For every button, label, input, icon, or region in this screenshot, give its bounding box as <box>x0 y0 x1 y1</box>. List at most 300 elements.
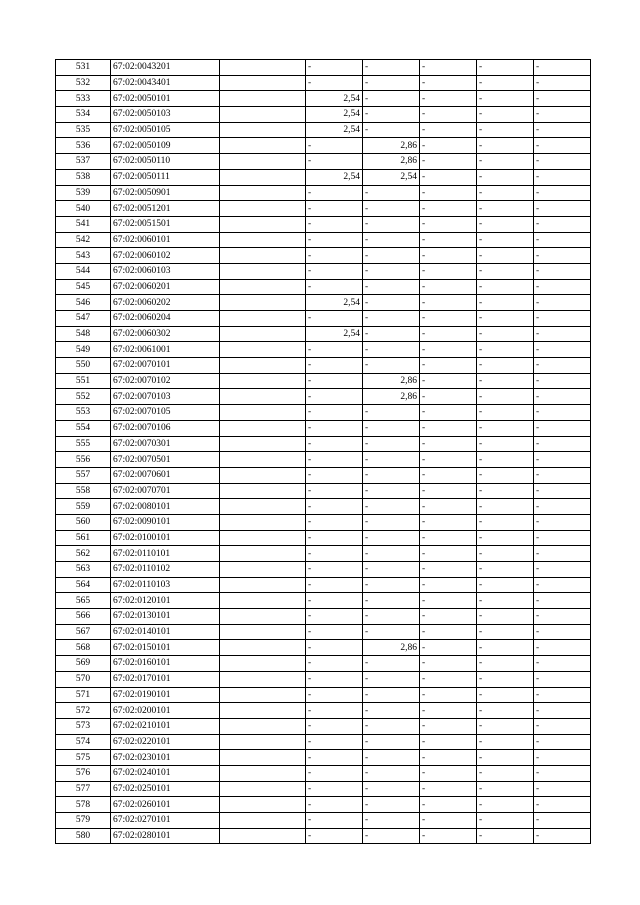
value-cell-5: - <box>534 389 591 405</box>
row-number-cell: 578 <box>56 797 111 813</box>
value-cell-1: - <box>306 687 363 703</box>
cadastral-code-cell: 67:02:0110102 <box>111 562 220 578</box>
value-cell-5: - <box>534 60 591 76</box>
value-cell-3: - <box>420 154 477 170</box>
value-cell-4: - <box>477 562 534 578</box>
table-row <box>56 342 591 358</box>
value-cell-2: - <box>363 656 420 672</box>
table-row <box>56 750 591 766</box>
value-cell-2: - <box>363 232 420 248</box>
empty-cell <box>220 734 306 750</box>
value-cell-4: - <box>477 640 534 656</box>
value-cell-4: - <box>477 389 534 405</box>
value-cell-2: - <box>363 452 420 468</box>
value-cell-5: - <box>534 467 591 483</box>
value-cell-1: - <box>306 201 363 217</box>
cadastral-code-cell: 67:02:0120101 <box>111 593 220 609</box>
value-cell-2: - <box>363 75 420 91</box>
cadastral-code-cell: 67:02:0070601 <box>111 467 220 483</box>
row-number-cell: 574 <box>56 734 111 750</box>
empty-cell <box>220 420 306 436</box>
table-row <box>56 138 591 154</box>
table-row <box>56 75 591 91</box>
value-cell-2: - <box>363 436 420 452</box>
value-cell-5: - <box>534 640 591 656</box>
value-cell-5: - <box>534 405 591 421</box>
value-cell-2: - <box>363 248 420 264</box>
value-cell-2: - <box>363 326 420 342</box>
row-number-cell: 551 <box>56 373 111 389</box>
value-cell-5: - <box>534 201 591 217</box>
empty-cell <box>220 797 306 813</box>
value-cell-2: - <box>363 60 420 76</box>
row-number-cell: 564 <box>56 577 111 593</box>
value-cell-1: - <box>306 420 363 436</box>
value-cell-1: - <box>306 750 363 766</box>
row-number-cell: 562 <box>56 546 111 562</box>
cadastral-code-cell: 67:02:0043401 <box>111 75 220 91</box>
value-cell-3: - <box>420 311 477 327</box>
value-cell-5: - <box>534 797 591 813</box>
empty-cell <box>220 703 306 719</box>
empty-cell <box>220 326 306 342</box>
empty-cell <box>220 169 306 185</box>
value-cell-3: - <box>420 609 477 625</box>
value-cell-2: - <box>363 279 420 295</box>
cadastral-code-cell: 67:02:0160101 <box>111 656 220 672</box>
value-cell-5: - <box>534 813 591 829</box>
value-cell-5: - <box>534 734 591 750</box>
empty-cell <box>220 656 306 672</box>
empty-cell <box>220 279 306 295</box>
empty-cell <box>220 499 306 515</box>
cadastral-code-cell: 67:02:0060103 <box>111 263 220 279</box>
cadastral-code-cell: 67:02:0250101 <box>111 781 220 797</box>
table-row <box>56 232 591 248</box>
cadastral-code-cell: 67:02:0270101 <box>111 813 220 829</box>
value-cell-5: - <box>534 765 591 781</box>
row-number-cell: 533 <box>56 91 111 107</box>
empty-cell <box>220 75 306 91</box>
value-cell-5: - <box>534 342 591 358</box>
value-cell-4: - <box>477 75 534 91</box>
value-cell-5: - <box>534 609 591 625</box>
row-number-cell: 558 <box>56 483 111 499</box>
value-cell-1: - <box>306 499 363 515</box>
value-cell-2: - <box>363 263 420 279</box>
row-number-cell: 569 <box>56 656 111 672</box>
row-number-cell: 542 <box>56 232 111 248</box>
empty-cell <box>220 263 306 279</box>
table-row <box>56 154 591 170</box>
value-cell-4: - <box>477 326 534 342</box>
row-number-cell: 545 <box>56 279 111 295</box>
value-cell-5: - <box>534 358 591 374</box>
cadastral-code-cell: 67:02:0210101 <box>111 718 220 734</box>
value-cell-4: - <box>477 232 534 248</box>
value-cell-4: - <box>477 671 534 687</box>
empty-cell <box>220 750 306 766</box>
empty-cell <box>220 373 306 389</box>
empty-cell <box>220 609 306 625</box>
value-cell-4: - <box>477 687 534 703</box>
value-cell-2: - <box>363 405 420 421</box>
value-cell-3: - <box>420 656 477 672</box>
table-row <box>56 389 591 405</box>
cadastral-code-cell: 67:02:0200101 <box>111 703 220 719</box>
empty-cell <box>220 60 306 76</box>
value-cell-1: - <box>306 279 363 295</box>
cadastral-code-cell: 67:02:0050109 <box>111 138 220 154</box>
table-row <box>56 797 591 813</box>
row-number-cell: 565 <box>56 593 111 609</box>
empty-cell <box>220 530 306 546</box>
cadastral-code-cell: 67:02:0240101 <box>111 765 220 781</box>
value-cell-3: - <box>420 718 477 734</box>
value-cell-4: - <box>477 750 534 766</box>
value-cell-1: - <box>306 640 363 656</box>
value-cell-1: - <box>306 75 363 91</box>
value-cell-1: - <box>306 452 363 468</box>
value-cell-5: - <box>534 326 591 342</box>
table-row <box>56 640 591 656</box>
value-cell-3: - <box>420 169 477 185</box>
cadastral-code-cell: 67:02:0230101 <box>111 750 220 766</box>
empty-cell <box>220 232 306 248</box>
value-cell-1: - <box>306 765 363 781</box>
empty-cell <box>220 311 306 327</box>
row-number-cell: 570 <box>56 671 111 687</box>
value-cell-1: 2,54 <box>306 122 363 138</box>
value-cell-2: - <box>363 107 420 123</box>
value-cell-2: 2,86 <box>363 154 420 170</box>
table-row <box>56 436 591 452</box>
value-cell-5: - <box>534 154 591 170</box>
table-row <box>56 828 591 844</box>
value-cell-5: - <box>534 530 591 546</box>
value-cell-2: - <box>363 813 420 829</box>
value-cell-2: - <box>363 828 420 844</box>
value-cell-4: - <box>477 154 534 170</box>
value-cell-3: - <box>420 483 477 499</box>
cadastral-code-cell: 67:02:0260101 <box>111 797 220 813</box>
value-cell-1: - <box>306 185 363 201</box>
value-cell-3: - <box>420 577 477 593</box>
cadastral-code-cell: 67:02:0050105 <box>111 122 220 138</box>
value-cell-3: - <box>420 342 477 358</box>
value-cell-2: - <box>363 91 420 107</box>
row-number-cell: 540 <box>56 201 111 217</box>
value-cell-4: - <box>477 577 534 593</box>
value-cell-1: - <box>306 656 363 672</box>
empty-cell <box>220 718 306 734</box>
value-cell-2: 2,86 <box>363 389 420 405</box>
value-cell-5: - <box>534 828 591 844</box>
value-cell-4: - <box>477 828 534 844</box>
value-cell-1: - <box>306 593 363 609</box>
value-cell-2: - <box>363 750 420 766</box>
value-cell-5: - <box>534 593 591 609</box>
cadastral-code-cell: 67:02:0050901 <box>111 185 220 201</box>
value-cell-2: - <box>363 734 420 750</box>
value-cell-2: - <box>363 185 420 201</box>
cadastral-code-cell: 67:02:0060102 <box>111 248 220 264</box>
value-cell-5: - <box>534 483 591 499</box>
value-cell-2: - <box>363 122 420 138</box>
value-cell-2: - <box>363 201 420 217</box>
cadastral-code-cell: 67:02:0060101 <box>111 232 220 248</box>
value-cell-3: - <box>420 185 477 201</box>
value-cell-3: - <box>420 420 477 436</box>
value-cell-1: 2,54 <box>306 295 363 311</box>
table-row <box>56 358 591 374</box>
value-cell-1: - <box>306 530 363 546</box>
cadastral-code-cell: 67:02:0140101 <box>111 624 220 640</box>
value-cell-3: - <box>420 765 477 781</box>
table-row <box>56 201 591 217</box>
value-cell-5: - <box>534 107 591 123</box>
table-row <box>56 687 591 703</box>
value-cell-2: - <box>363 797 420 813</box>
value-cell-1: - <box>306 797 363 813</box>
value-cell-3: - <box>420 107 477 123</box>
value-cell-1: - <box>306 828 363 844</box>
cadastral-code-cell: 67:02:0080101 <box>111 499 220 515</box>
row-number-cell: 575 <box>56 750 111 766</box>
row-number-cell: 555 <box>56 436 111 452</box>
value-cell-1: 2,54 <box>306 107 363 123</box>
row-number-cell: 536 <box>56 138 111 154</box>
value-cell-3: - <box>420 358 477 374</box>
value-cell-4: - <box>477 593 534 609</box>
table-row <box>56 483 591 499</box>
value-cell-4: - <box>477 91 534 107</box>
value-cell-3: - <box>420 279 477 295</box>
table-row <box>56 546 591 562</box>
cadastral-code-cell: 67:02:0060201 <box>111 279 220 295</box>
value-cell-3: - <box>420 216 477 232</box>
value-cell-1: - <box>306 389 363 405</box>
empty-cell <box>220 483 306 499</box>
table-row <box>56 169 591 185</box>
value-cell-3: - <box>420 436 477 452</box>
value-cell-2: - <box>363 499 420 515</box>
cadastral-code-cell: 67:02:0050110 <box>111 154 220 170</box>
value-cell-2: - <box>363 420 420 436</box>
value-cell-1: 2,54 <box>306 169 363 185</box>
table-row <box>56 91 591 107</box>
value-cell-4: - <box>477 405 534 421</box>
value-cell-3: - <box>420 326 477 342</box>
value-cell-5: - <box>534 750 591 766</box>
empty-cell <box>220 405 306 421</box>
value-cell-5: - <box>534 138 591 154</box>
row-number-cell: 576 <box>56 765 111 781</box>
empty-cell <box>220 828 306 844</box>
row-number-cell: 538 <box>56 169 111 185</box>
empty-cell <box>220 122 306 138</box>
value-cell-1: - <box>306 514 363 530</box>
row-number-cell: 546 <box>56 295 111 311</box>
value-cell-3: - <box>420 828 477 844</box>
value-cell-5: - <box>534 91 591 107</box>
row-number-cell: 571 <box>56 687 111 703</box>
row-number-cell: 577 <box>56 781 111 797</box>
value-cell-2: - <box>363 593 420 609</box>
value-cell-4: - <box>477 201 534 217</box>
value-cell-3: - <box>420 797 477 813</box>
value-cell-2: - <box>363 530 420 546</box>
row-number-cell: 554 <box>56 420 111 436</box>
empty-cell <box>220 185 306 201</box>
empty-cell <box>220 295 306 311</box>
value-cell-5: - <box>534 373 591 389</box>
cadastral-code-cell: 67:02:0051501 <box>111 216 220 232</box>
table-row <box>56 216 591 232</box>
table-row <box>56 624 591 640</box>
value-cell-2: - <box>363 781 420 797</box>
value-cell-4: - <box>477 813 534 829</box>
value-cell-4: - <box>477 452 534 468</box>
row-number-cell: 550 <box>56 358 111 374</box>
value-cell-3: - <box>420 91 477 107</box>
value-cell-3: - <box>420 122 477 138</box>
value-cell-4: - <box>477 295 534 311</box>
value-cell-2: - <box>363 624 420 640</box>
value-cell-3: - <box>420 546 477 562</box>
value-cell-3: - <box>420 703 477 719</box>
value-cell-1: - <box>306 373 363 389</box>
value-cell-1: - <box>306 577 363 593</box>
value-cell-3: - <box>420 467 477 483</box>
table-row <box>56 185 591 201</box>
value-cell-4: - <box>477 546 534 562</box>
table-row <box>56 734 591 750</box>
value-cell-4: - <box>477 703 534 719</box>
cadastral-code-cell: 67:02:0060202 <box>111 295 220 311</box>
value-cell-5: - <box>534 232 591 248</box>
cadastral-code-cell: 67:02:0070106 <box>111 420 220 436</box>
empty-cell <box>220 562 306 578</box>
value-cell-3: - <box>420 295 477 311</box>
value-cell-2: - <box>363 562 420 578</box>
table-row <box>56 107 591 123</box>
value-cell-1: - <box>306 483 363 499</box>
value-cell-3: - <box>420 750 477 766</box>
value-cell-2: - <box>363 342 420 358</box>
value-cell-2: - <box>363 467 420 483</box>
value-cell-4: - <box>477 656 534 672</box>
value-cell-5: - <box>534 216 591 232</box>
value-cell-1: 2,54 <box>306 91 363 107</box>
table-row <box>56 248 591 264</box>
value-cell-5: - <box>534 718 591 734</box>
value-cell-5: - <box>534 436 591 452</box>
row-number-cell: 532 <box>56 75 111 91</box>
value-cell-4: - <box>477 467 534 483</box>
empty-cell <box>220 91 306 107</box>
table-row <box>56 609 591 625</box>
value-cell-3: - <box>420 562 477 578</box>
value-cell-5: - <box>534 169 591 185</box>
row-number-cell: 537 <box>56 154 111 170</box>
cadastral-code-cell: 67:02:0050103 <box>111 107 220 123</box>
empty-cell <box>220 813 306 829</box>
cadastral-code-cell: 67:02:0051201 <box>111 201 220 217</box>
cadastral-code-cell: 67:02:0190101 <box>111 687 220 703</box>
value-cell-4: - <box>477 311 534 327</box>
table-body <box>56 60 591 844</box>
cadastral-code-cell: 67:02:0050101 <box>111 91 220 107</box>
value-cell-2: - <box>363 514 420 530</box>
row-number-cell: 560 <box>56 514 111 530</box>
value-cell-2: - <box>363 577 420 593</box>
value-cell-5: - <box>534 75 591 91</box>
value-cell-2: - <box>363 703 420 719</box>
table-row <box>56 562 591 578</box>
row-number-cell: 566 <box>56 609 111 625</box>
value-cell-4: - <box>477 122 534 138</box>
cadastral-code-cell: 67:02:0220101 <box>111 734 220 750</box>
table-row <box>56 703 591 719</box>
cadastral-code-cell: 67:02:0070103 <box>111 389 220 405</box>
cadastral-code-cell: 67:02:0170101 <box>111 671 220 687</box>
value-cell-1: - <box>306 609 363 625</box>
value-cell-5: - <box>534 703 591 719</box>
empty-cell <box>220 687 306 703</box>
value-cell-5: - <box>534 311 591 327</box>
row-number-cell: 544 <box>56 263 111 279</box>
value-cell-5: - <box>534 263 591 279</box>
table-row <box>56 60 591 76</box>
value-cell-5: - <box>534 656 591 672</box>
value-cell-1: - <box>306 734 363 750</box>
value-cell-5: - <box>534 577 591 593</box>
value-cell-3: - <box>420 687 477 703</box>
table-row <box>56 593 591 609</box>
value-cell-2: - <box>363 671 420 687</box>
cadastral-code-cell: 67:02:0060302 <box>111 326 220 342</box>
empty-cell <box>220 671 306 687</box>
row-number-cell: 547 <box>56 311 111 327</box>
value-cell-1: - <box>306 138 363 154</box>
row-number-cell: 573 <box>56 718 111 734</box>
value-cell-3: - <box>420 781 477 797</box>
value-cell-1: - <box>306 405 363 421</box>
empty-cell <box>220 781 306 797</box>
cadastral-code-cell: 67:02:0090101 <box>111 514 220 530</box>
cadastral-code-cell: 67:02:0061001 <box>111 342 220 358</box>
value-cell-4: - <box>477 514 534 530</box>
row-number-cell: 556 <box>56 452 111 468</box>
value-cell-1: - <box>306 813 363 829</box>
value-cell-1: - <box>306 216 363 232</box>
value-cell-1: - <box>306 781 363 797</box>
value-cell-3: - <box>420 640 477 656</box>
row-number-cell: 548 <box>56 326 111 342</box>
value-cell-4: - <box>477 373 534 389</box>
value-cell-1: - <box>306 467 363 483</box>
empty-cell <box>220 358 306 374</box>
row-number-cell: 535 <box>56 122 111 138</box>
data-table <box>55 59 591 844</box>
value-cell-3: - <box>420 138 477 154</box>
table-row <box>56 405 591 421</box>
table-row <box>56 295 591 311</box>
value-cell-4: - <box>477 734 534 750</box>
value-cell-1: - <box>306 624 363 640</box>
value-cell-1: - <box>306 562 363 578</box>
